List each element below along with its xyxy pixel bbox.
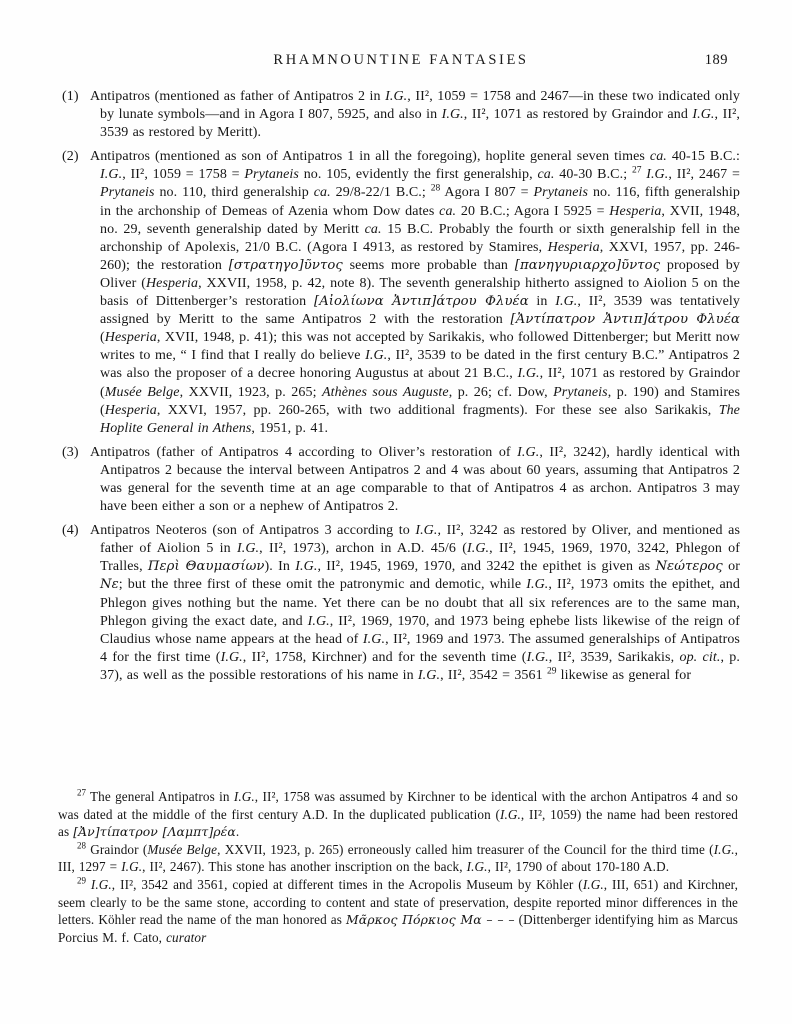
italic-citation: Prytaneis — [553, 384, 608, 400]
footnote-2: $^{28}$ Graindor (Musée Belge, XXVII, 1923, p. 265) erroneously called him treasurer of the Council for the third time (I.G., III, 1297 = I.G., II², 2467). This stone has another inscription on the back, I.G., II², 1790 of about 170-180 A.D. — [58, 840, 739, 875]
italic-citation: I.G. — [713, 841, 735, 857]
italic-citation: I.G. — [517, 366, 540, 382]
greek-text: Νε — [100, 577, 119, 593]
greek-text: [Ἀντίπατρον Ἀντιπ]άτρου Φλυέα — [510, 312, 740, 328]
italic-citation: I.G. — [466, 541, 490, 557]
italic-citation: ca. — [649, 149, 667, 165]
footnote-reference: 28 — [430, 183, 441, 194]
running-head — [62, 52, 740, 72]
footnote-reference: 27 — [77, 787, 86, 798]
italic-citation: Prytaneis — [533, 185, 589, 201]
italic-citation: I.G. — [233, 789, 255, 804]
footnote-reference: 29 — [546, 666, 557, 677]
page-title: RHAMNOUNTINE FANTASIES — [273, 52, 529, 68]
greek-text: Περὶ Θαυμασίων — [147, 559, 265, 575]
italic-citation: I.G. — [295, 559, 318, 575]
italic-citation: ca. — [537, 167, 555, 183]
item-text: Antipatros (mentioned as son of Antipatros 1 in all the foregoing), hoplite general seven times ca. 40-15 B.C.: I.G., II², 1059 = 1758 = Prytaneis no. 105, evidently the first generalship, ca. 40-30 B.C.; $^{27}$ I.G., II², 2467 = Prytaneis no. 110, third generalship ca. 29/8-22/1 B.C.; $^{28}$ Agora I 807 = Prytaneis no. 116, fifth generalship in the archonship of Demeas of Azenia whom Dow dates ca. 20 B.C.; Agora I 5925 = Hesperia, XVII, 1948, no. 29, seventh generalship dated by Meritt ca. 15 B.C. Probably the fourth or sixth generalship fell in the archonship of Apolexis, 21/0 B.C. (Agora I 4913, as restored by Stamires, Hesperia, XXVI, 1957, pp. 246-260); the restoration [στρατηγο]ῦντος seems more probable than [πανηγυριαρχο]ῦντος proposed by Oliver (Hesperia, XXVII, 1958, p. 42, note 8). The seventh generalship hitherto assigned to Aiolion 5 on the basis of Dittenberger’s restoration [Αἰολίωνα Ἀντιπ]άτρου Φλυέα in I.G., II², 3539 was tentatively assigned by Meritt to the same Antipatros 2 with the restoration [Ἀντίπατρον Ἀντιπ]άτρου Φλυέα (Hesperia, XVII, 1948, p. 41); this was not accepted by Sarikakis, who followed Dittenberger; but Meritt now writes to me, “ I find that I really do believe I.G., II², 3539 to be dated in the first century B.C.” Antipatros 2 was also the proposer of a decree honoring Augustus at about 21 B.C., I.G., II², 1071 as restored by Graindor (Musée Belge, XXVII, 1923, p. 265; Athènes sous Auguste, p. 26; cf. Dow, Prytaneis, p. 190) and Stamires (Hesperia, XXVI, 1957, pp. 260-265, with two additional fragments). For these see also Sarikakis, The Hoplite General in Athens, 1951, p. 41. — [90, 149, 741, 436]
italic-citation: I.G. — [236, 541, 260, 557]
italic-citation: I.G. — [555, 294, 578, 310]
italic-citation: I.G. — [365, 348, 388, 364]
item-text: Antipatros (father of Antipatros 4 according to Oliver’s restoration of I.G., II², 3242), hardly identical with Antipatros 2 because the interval between Antipatros 2 and 4 was about 60 years, assuming that Antipatros 2 was general for the seventh time at an age comparable to that of Antipatros 4 as archon. Antipatros 3 may have been either a son or a nephew of Antipatros 2. — [90, 444, 740, 515]
italic-citation: I.G. — [100, 167, 123, 183]
page-number: 189 — [704, 52, 728, 68]
italic-citation: I.G. — [90, 876, 112, 892]
italic-citation: I.G. — [307, 613, 330, 629]
greek-text: Νεώτερος — [655, 559, 723, 575]
footnote-reference: 28 — [77, 840, 86, 851]
numbered-item-3 — [62, 444, 740, 516]
italic-citation: I.G. — [441, 107, 464, 123]
italic-citation: I.G. — [499, 806, 521, 822]
italic-citation: Prytaneis — [244, 167, 299, 183]
item-text: Antipatros (mentioned as father of Antipatros 2 in I.G., II², 1059 = 1758 and 2467—in these two indicated only by lunate symbols—and in Agora I 807, 5925, and also in I.G., II², 1071 as restored by Graindor and I.G., II², 3539 as restored by Meritt). — [90, 89, 740, 141]
italic-citation: I.G. — [526, 577, 549, 593]
italic-citation: I.G. — [517, 444, 540, 460]
italic-citation: Musée Belge — [147, 841, 218, 857]
italic-citation: I.G. — [582, 876, 604, 892]
item-number: (1) — [62, 89, 79, 104]
italic-citation: I.G. — [121, 859, 143, 875]
footnote-reference: 29 — [77, 875, 86, 886]
italic-citation: Prytaneis — [100, 185, 155, 201]
italic-citation: Hesperia — [547, 239, 600, 255]
italic-citation: ca. — [313, 185, 331, 201]
greek-text: Μᾶρκος Πόρκιος Μα – – – — [346, 912, 515, 928]
italic-citation: I.G. — [526, 649, 549, 665]
numbered-item-2 — [62, 148, 740, 438]
item-number: (3) — [62, 444, 79, 460]
italic-citation: I.G. — [362, 631, 386, 647]
italic-citation: I.G. — [415, 523, 438, 539]
item-number: (4) — [62, 523, 79, 539]
numbered-item-4 — [62, 522, 740, 685]
italic-citation: op. cit. — [679, 649, 721, 665]
italic-citation: Hesperia — [104, 402, 157, 418]
italic-citation: Hesperia — [609, 203, 662, 219]
footnote-1: $^{27}$ The general Antipatros in I.G., II², 1758 was assumed by Kirchner to be identical with the archon Antipatros 4 and so was dated at the middle of the first century A.D. In the duplicated publication (I.G., II², 1059) the name had been restored as [Ἀν]τίπατρον [Λαμπτ]ρέα. — [58, 787, 738, 840]
italic-citation: curator — [166, 929, 207, 945]
italic-citation: I.G. — [385, 89, 408, 104]
italic-citation: I.G. — [466, 859, 488, 875]
italic-citation: I.G. — [220, 649, 243, 665]
italic-citation: Hesperia — [145, 275, 199, 291]
italic-citation: ca. — [364, 221, 382, 237]
footnotes — [58, 788, 738, 946]
italic-citation: Athènes sous Auguste — [322, 384, 449, 400]
italic-citation: I.G. — [692, 107, 715, 123]
italic-citation: The Hoplite General in Athens — [100, 402, 740, 436]
italic-citation: ca. — [439, 203, 457, 219]
italic-citation: I.G. — [646, 167, 669, 183]
greek-text: [Ἀν]τίπατρον [Λαμπτ]ρέα — [73, 824, 236, 840]
greek-text: [Αἰολίωνα Ἀντιπ]άτρου Φλυέα — [313, 294, 529, 310]
body-text — [62, 88, 740, 691]
greek-text: [πανηγυριαρχο]ῦντος — [514, 257, 661, 273]
footnote-reference: 27 — [631, 165, 642, 176]
footnote-3: $^{29}$ I.G., II², 3542 and 3561, copied at different times in the Acropolis Museum by Köhler (I.G., III, 651) and Kirchner, seem clearly to be the same stone, according to content and state of preservation, despite reported minor differences in the letters. Köhler read the name of the man honored as Μᾶρκος Πόρκιος Μα – – – (Dittenberger identifying him as Marcus Porcius M. f. Cato, curator — [58, 875, 739, 945]
item-text: Antipatros Neoteros (son of Antipatros 3 according to I.G., II², 3242 as restored by Oliver, and mentioned as father of Aiolion 5 in I.G., II², 1973), archon in A.D. 45/6 (I.G., II², 1945, 1969, 1970, 3242, Phlegon of Tralles, Περὶ Θαυμασίων). In I.G., II², 1945, 1969, 1970, and 3242 the epithet is given as Νεώτερος or Νε; but the three first of these omit the patronymic and demotic, while I.G., II², 1973 omits the epithet, and Phlegon gives nothing but the name. Yet there can be no doubt that all six references are to the same man, Phlegon giving the exact date, and I.G., II², 1969, 1970, and 1973 being ephebe lists likewise of the reign of Claudius whose name appears at the head of I.G., II², 1969 and 1973. The assumed generalships of Antipatros 4 for the first time (I.G., II², 1758, Kirchner) and for the seventh time (I.G., II², 3539, Sarikakis, op. cit., p. 37), as well as the possible restorations of his name in I.G., II², 3542 = 3561 $^{29}$ likewise as general for — [90, 523, 741, 683]
item-number: (2) — [62, 149, 79, 165]
italic-citation: Musée Belge — [104, 384, 180, 400]
numbered-item-1 — [62, 88, 740, 142]
greek-text: [στρατηγο]ῦντος — [228, 257, 343, 273]
italic-citation: Hesperia — [104, 330, 157, 346]
italic-citation: I.G. — [417, 667, 441, 683]
